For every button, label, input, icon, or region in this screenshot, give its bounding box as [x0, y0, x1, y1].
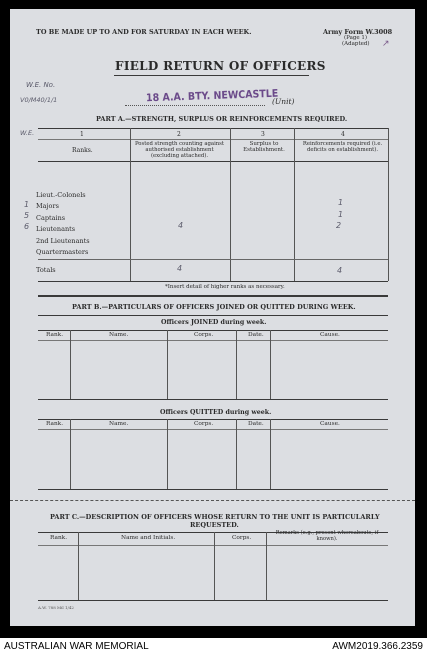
quitted-title-rule: [38, 419, 388, 420]
totals-bottom-rule: [38, 281, 388, 282]
quitted-col-name: Name.: [109, 421, 129, 427]
form-number: Army Form W.3008: [323, 28, 393, 36]
part-c-col-rank: Rank.: [50, 535, 68, 541]
part-b-heading: PART B.—PARTICULARS OF OFFICERS JOINED OR QUITTED DURING WEEK.: [72, 303, 356, 311]
unit-label: (Unit): [272, 97, 295, 106]
joined-col-rank: Rank.: [46, 332, 64, 338]
page-number: (Page 1): [344, 35, 368, 41]
quitted-bottom-rule: [38, 489, 388, 490]
footnote: *Insert detail of higher ranks as necessary.: [165, 284, 285, 290]
unit-line: [125, 105, 265, 106]
print-note: A.W. 788 Mil 1/42: [38, 605, 74, 610]
rows-bottom-rule: [38, 259, 388, 260]
part-a-bottom-rule: [38, 295, 388, 297]
col-num-2: 2: [177, 131, 181, 138]
part-c-col-corps: Corps.: [232, 535, 252, 541]
col-num-1: 1: [80, 131, 84, 138]
reinf-majors: 1: [338, 198, 344, 207]
col-num-rule: [38, 139, 388, 140]
joined-col-cause: Cause.: [320, 332, 340, 338]
unit-stamp: 18 A.A. BTY. NEWCASTLE: [145, 87, 279, 105]
adapted-note: (Adapted): [342, 41, 370, 47]
rank-2nd-lieutenants: 2nd Lieutenants: [36, 237, 90, 245]
quitted-div-1: [70, 419, 71, 489]
rank-captains: Captains: [36, 214, 66, 222]
quitted-col-corps: Corps.: [194, 421, 214, 427]
part-c-col-name: Name and Initials.: [121, 535, 176, 541]
col-num-4: 4: [341, 131, 345, 138]
part-c-col-remarks: Remarks (e.g., present whereabouts, if known).: [275, 530, 379, 542]
header-bottom-rule: [38, 161, 388, 162]
part-c-header-rule: [38, 545, 388, 546]
totals-posted: 4: [177, 264, 183, 273]
col-header-ranks: Ranks.: [72, 147, 93, 154]
corner-mark: ↗: [382, 39, 390, 49]
instruction-text: TO BE MADE UP TO AND FOR SATURDAY IN EACH WEEK.: [36, 28, 252, 36]
quitted-div-4: [270, 419, 271, 489]
quitted-col-rank: Rank.: [46, 421, 64, 427]
part-c-heading-2: REQUESTED.: [190, 521, 239, 529]
posted-lieutenants: 4: [178, 221, 184, 230]
rank-majors: Majors: [36, 202, 59, 210]
handwritten-margin-1: 1: [24, 200, 30, 209]
joined-bottom-rule: [38, 399, 388, 400]
quitted-title: Officers QUITTED during week.: [160, 409, 272, 416]
handwritten-margin-5: 5: [24, 211, 30, 220]
joined-title-rule: [38, 330, 388, 331]
joined-col-corps: Corps.: [194, 332, 214, 338]
part-b-rule-1: [38, 315, 388, 316]
quitted-col-cause: Cause.: [320, 421, 340, 427]
handwritten-col-mark: W.E.: [20, 129, 35, 137]
rank-quartermasters: Quartermasters: [36, 248, 89, 256]
form-title: FIELD RETURN OF OFFICERS: [115, 59, 326, 73]
quitted-div-3: [236, 419, 237, 489]
totals-reinf: 4: [337, 266, 343, 275]
part-c-bottom-rule: [38, 600, 388, 601]
handwritten-we-no: W.E. No.: [26, 81, 56, 89]
col-header-surplus: Surplus to Establishment.: [243, 141, 285, 154]
quitted-div-2: [167, 419, 168, 489]
joined-header-rule: [38, 340, 388, 341]
part-c-div-1: [78, 532, 79, 600]
totals-label: Totals: [36, 266, 56, 274]
reinf-captains: 1: [338, 210, 344, 219]
joined-col-name: Name.: [109, 332, 129, 338]
handwritten-margin-6: 6: [24, 222, 30, 231]
joined-title: Officers JOINED during week.: [161, 319, 267, 326]
quitted-col-date: Date.: [248, 421, 264, 427]
col-num-3: 3: [261, 131, 265, 138]
quitted-header-rule: [38, 429, 388, 430]
part-c-div-3: [266, 532, 267, 600]
rank-lieut-colonels: Lieut.-Colonels: [36, 191, 86, 199]
joined-div-3: [236, 330, 237, 399]
form-sheet: [10, 9, 415, 626]
reinf-lieutenants: 2: [336, 221, 342, 230]
archive-id: AWM2019.366.2359: [332, 641, 423, 652]
part-a-right-edge: [388, 128, 389, 281]
joined-div-1: [70, 330, 71, 399]
col-header-reinforcements: Reinforcements required (i.e. deficits on establishment).: [302, 141, 383, 154]
part-a-top-rule: [38, 128, 388, 129]
handwritten-ref: V0/M40/1/1: [20, 96, 58, 104]
part-a-heading: PART A.—STRENGTH, SURPLUS OR REINFORCEMENTS REQUIRED.: [96, 115, 348, 123]
joined-col-date: Date.: [248, 332, 264, 338]
rank-lieutenants: Lieutenants: [36, 225, 76, 233]
archive-label: AUSTRALIAN WAR MEMORIAL: [4, 641, 149, 652]
part-c-div-2: [214, 532, 215, 600]
part-c-heading-1: PART C.—DESCRIPTION OF OFFICERS WHOSE RETURN TO THE UNIT IS PARTICULARLY: [50, 513, 380, 521]
joined-div-2: [167, 330, 168, 399]
title-underline: [114, 75, 309, 76]
col-header-posted: Posted strength counting against authorised establishment (excluding attached).: [134, 141, 225, 160]
perforation-line: [10, 500, 415, 501]
joined-div-4: [270, 330, 271, 399]
